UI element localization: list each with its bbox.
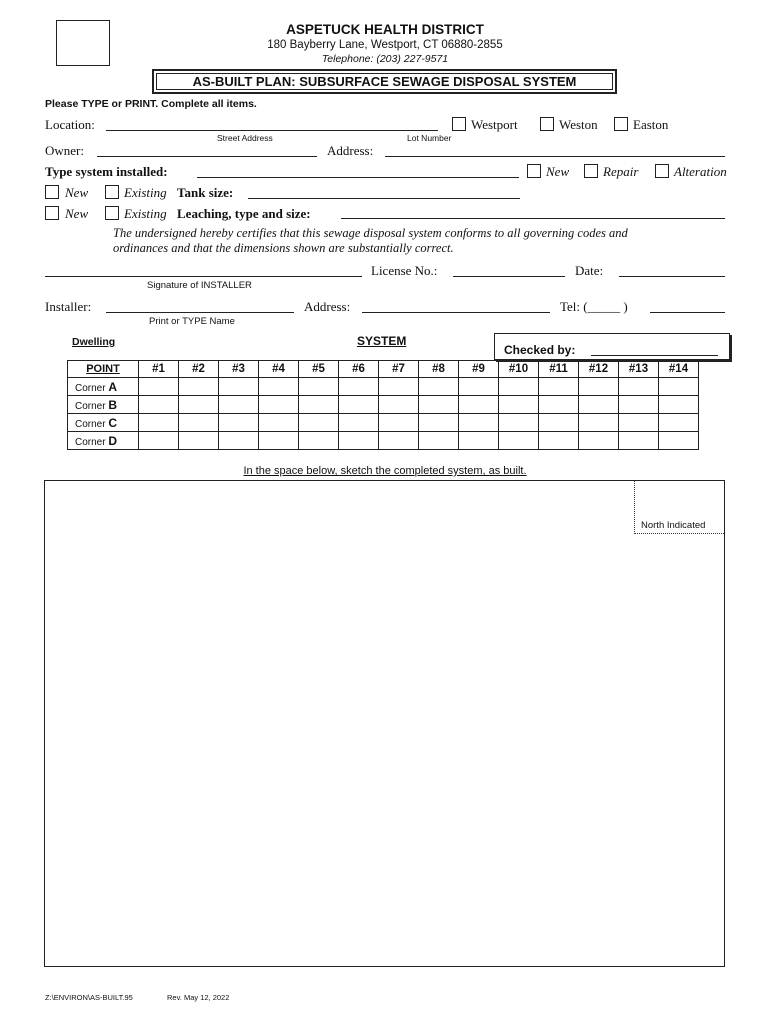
table-cell[interactable] [259,432,299,450]
tank-existing-checkbox[interactable] [105,185,119,199]
table-cell[interactable] [539,378,579,396]
table-cell[interactable] [139,396,179,414]
table-row [68,432,699,450]
table-cell[interactable] [579,378,619,396]
table-cell[interactable] [219,432,259,450]
table-cell[interactable] [259,378,299,396]
table-cell[interactable] [579,414,619,432]
location-input-line[interactable] [106,130,438,131]
table-cell[interactable] [179,378,219,396]
certification-text: The undersigned hereby certifies that this sewage disposal system conforms to all governing codes and ordinances and that the dimensions shown are substantially correct. [113,226,628,255]
table-cell[interactable] [339,396,379,414]
table-row [68,378,699,396]
table-cell[interactable] [179,414,219,432]
table-cell[interactable] [579,396,619,414]
leaching-input-line[interactable] [341,218,725,219]
checked-by-box [494,333,730,360]
type-alteration-label: Alteration [674,164,727,179]
type-installed-label: Type system installed: [45,164,168,179]
type-repair-checkbox[interactable] [584,164,598,178]
table-row [68,396,699,414]
table-cell[interactable] [299,378,339,396]
sketch-instruction: In the space below, sketch the completed system, as built. [243,465,527,477]
westport-label: Westport [471,117,518,132]
table-cell[interactable] [419,396,459,414]
column-header: #13 [619,361,659,378]
license-input-line[interactable] [453,276,565,277]
table-cell[interactable] [259,414,299,432]
column-header: #6 [339,361,379,378]
table-header-row [68,361,699,378]
column-header: #5 [299,361,339,378]
dwelling-label: Dwelling [72,336,116,348]
table-row [68,414,699,432]
table-cell[interactable] [659,432,699,450]
table-cell[interactable] [619,378,659,396]
table-cell[interactable] [579,432,619,450]
leaching-new-checkbox[interactable] [45,206,59,220]
table-cell[interactable] [339,414,379,432]
type-repair-label: Repair [603,164,639,179]
table-cell[interactable] [459,378,499,396]
street-address-caption: Street Address [217,133,273,143]
table-cell[interactable] [619,432,659,450]
checked-by-input-line[interactable] [591,355,718,356]
table-cell[interactable] [179,396,219,414]
checked-by-label: Checked by: [504,343,576,357]
owner-input-line[interactable] [97,156,317,157]
westport-checkbox[interactable] [452,117,466,131]
tank-new-label: New [65,185,89,200]
north-indicated-label: North Indicated [641,520,706,531]
table-cell[interactable] [419,432,459,450]
row-label: Corner A [68,378,139,396]
table-cell[interactable] [459,396,499,414]
table-cell[interactable] [499,378,539,396]
tank-size-label: Tank size: [177,185,234,200]
leaching-existing-checkbox[interactable] [105,206,119,220]
row-label: Corner B [68,396,139,414]
tank-existing-label: Existing [124,185,167,200]
easton-label: Easton [633,117,669,132]
weston-checkbox[interactable] [540,117,554,131]
form-title-text: AS-BUILT PLAN: SUBSURFACE SEWAGE DISPOSAL SYSTEM [192,74,577,89]
file-path: Z:\ENVIRON\AS-BUILT.95 [45,993,133,1002]
table-cell[interactable] [179,432,219,450]
table-cell[interactable] [259,396,299,414]
point-header: POINT [68,361,139,378]
revision-date: Rev. May 12, 2022 [167,993,230,1002]
org-name: ASPETUCK HEALTH DISTRICT [286,22,484,37]
table-cell[interactable] [659,396,699,414]
table-cell[interactable] [379,432,419,450]
table-cell[interactable] [379,378,419,396]
leaching-label: Leaching, type and size: [177,206,311,221]
measurement-table [67,360,699,450]
type-new-label: New [546,164,570,179]
column-header: #14 [659,361,699,378]
table-cell[interactable] [299,414,339,432]
license-label: License No.: [371,263,438,278]
system-label: SYSTEM [357,334,407,348]
location-label: Location: [45,117,95,132]
installer-address-label: Address: [304,299,351,314]
owner-address-label: Address: [327,143,374,158]
org-address: 180 Bayberry Lane, Westport, CT 06880-2855 [267,39,503,51]
tank-size-input-line[interactable] [248,198,520,199]
date-label: Date: [575,263,604,278]
table-cell[interactable] [379,414,419,432]
sketch-area[interactable] [44,480,725,967]
tel-label: Tel: (_____ ) [560,299,628,314]
instructions: Please TYPE or PRINT. Complete all items. [45,98,257,110]
tel-input-line[interactable] [650,312,725,313]
row-label: Corner C [68,414,139,432]
installer-address-input-line[interactable] [362,312,550,313]
column-header: #12 [579,361,619,378]
table-cell[interactable] [299,396,339,414]
table-cell[interactable] [219,396,259,414]
table-cell[interactable] [659,414,699,432]
table-cell[interactable] [659,378,699,396]
table-cell[interactable] [539,414,579,432]
table-cell[interactable] [499,432,539,450]
table-cell[interactable] [299,432,339,450]
table-cell[interactable] [339,432,379,450]
column-header: #10 [499,361,539,378]
signature-input-line[interactable] [45,276,362,277]
owner-label: Owner: [45,143,84,158]
table-cell[interactable] [219,414,259,432]
installer-label: Installer: [45,299,92,314]
type-installed-input-line[interactable] [197,177,519,178]
owner-address-input-line[interactable] [385,156,725,157]
type-new-checkbox[interactable] [527,164,541,178]
table-cell[interactable] [619,396,659,414]
table-cell[interactable] [419,414,459,432]
column-header: #4 [259,361,299,378]
table-cell[interactable] [419,378,459,396]
table-cell[interactable] [539,432,579,450]
table-cell[interactable] [379,396,419,414]
column-header: #2 [179,361,219,378]
column-header: #11 [539,361,579,378]
table-cell[interactable] [619,414,659,432]
table-cell[interactable] [139,378,179,396]
leaching-existing-label: Existing [124,206,167,221]
lot-number-caption: Lot Number [407,133,452,143]
column-header: #7 [379,361,419,378]
column-header: #9 [459,361,499,378]
table-cell[interactable] [139,432,179,450]
installer-input-line[interactable] [106,312,294,313]
leaching-new-label: New [65,206,89,221]
table-cell[interactable] [539,396,579,414]
signature-caption: Signature of INSTALLER [147,280,252,291]
tank-new-checkbox[interactable] [45,185,59,199]
north-indicator-box [634,481,724,534]
table-cell[interactable] [499,414,539,432]
column-header: #1 [139,361,179,378]
org-telephone: Telephone: (203) 227-9571 [321,53,449,65]
table-cell[interactable] [339,378,379,396]
column-header: #8 [419,361,459,378]
table-cell[interactable] [459,414,499,432]
easton-checkbox[interactable] [614,117,628,131]
print-name-caption: Print or TYPE Name [149,316,235,327]
table-cell[interactable] [459,432,499,450]
table-cell[interactable] [219,378,259,396]
row-label: Corner D [68,432,139,450]
weston-label: Weston [559,117,598,132]
table-cell[interactable] [139,414,179,432]
form-title [152,69,617,94]
table-cell[interactable] [499,396,539,414]
column-header: #3 [219,361,259,378]
date-input-line[interactable] [619,276,725,277]
type-alteration-checkbox[interactable] [655,164,669,178]
